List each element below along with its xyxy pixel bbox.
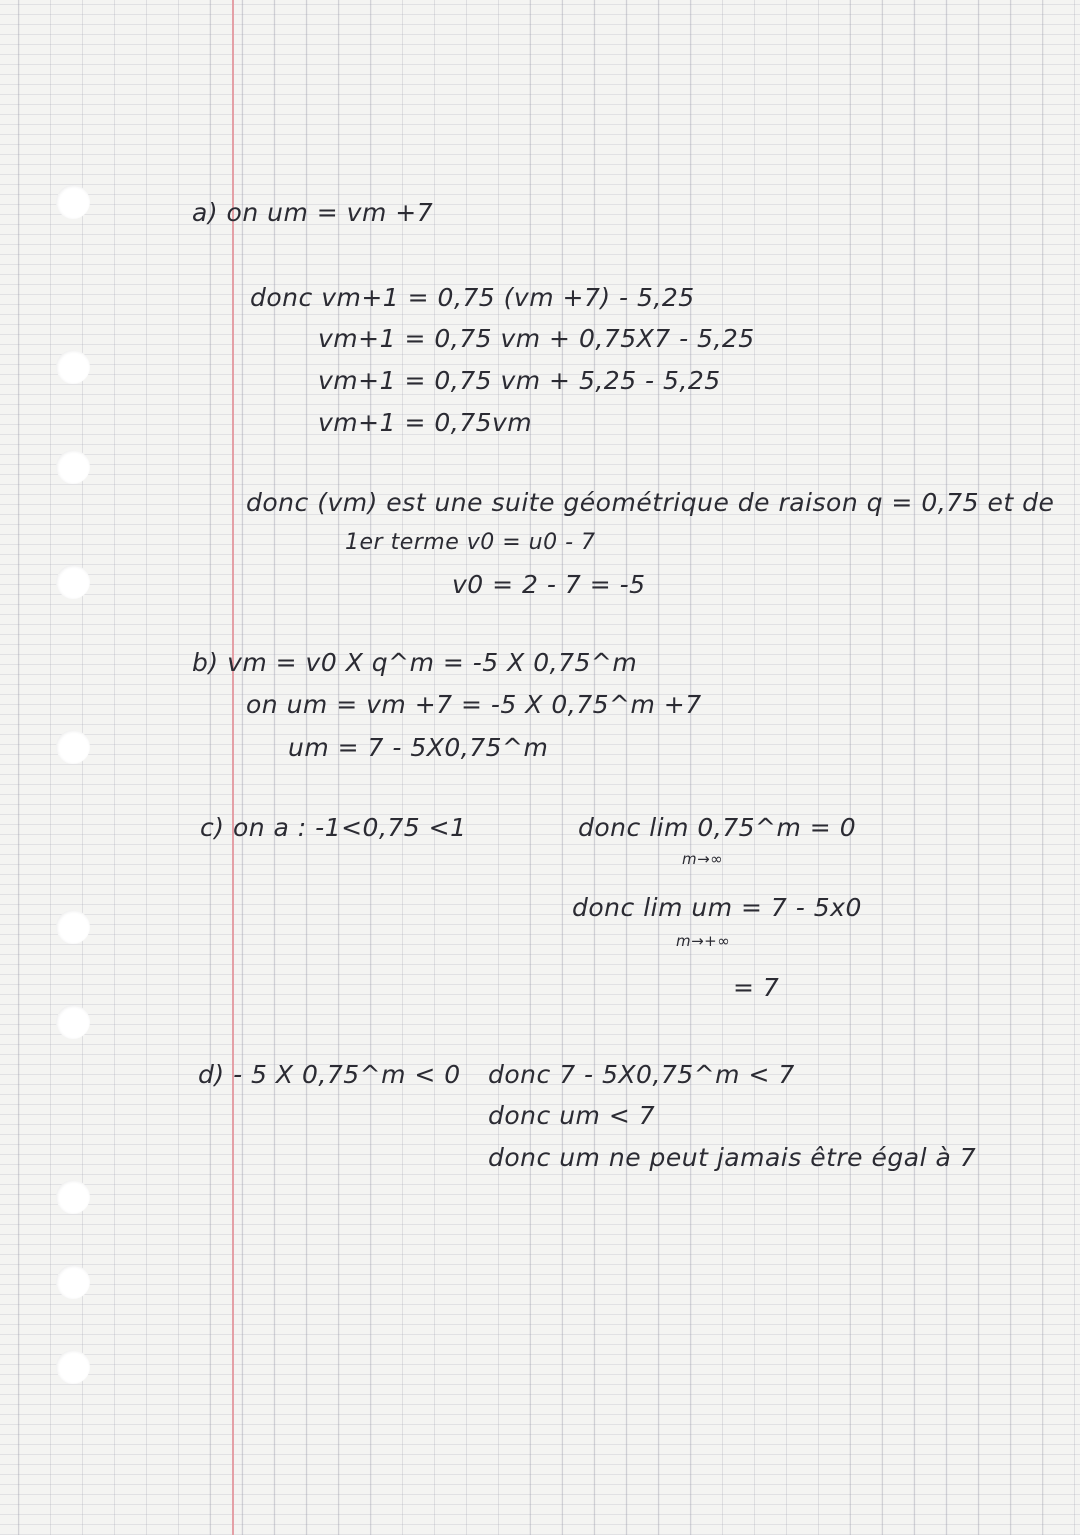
punch-hole: [56, 565, 90, 599]
line-d-step2: donc um < 7: [488, 1101, 656, 1130]
line-c-limit-sub: m→∞: [682, 850, 724, 868]
line-b-formula: b) vm = v0 X q^m = -5 X 0,75^m: [192, 648, 638, 677]
line-a-v0-value: v0 = 2 - 7 = -5: [452, 570, 646, 599]
punch-hole: [56, 1350, 90, 1384]
line-d-inequality: d) - 5 X 0,75^m < 0: [198, 1060, 461, 1089]
margin-line: [232, 0, 234, 1535]
punch-hole: [56, 450, 90, 484]
line-c-inequality: c) on a : -1<0,75 <1: [200, 813, 467, 842]
line-c-result: = 7: [733, 973, 780, 1002]
line-a-first-term: 1er terme v0 = u0 - 7: [345, 530, 596, 555]
line-d-step1: donc 7 - 5X0,75^m < 7: [488, 1060, 795, 1089]
punch-hole: [56, 185, 90, 219]
line-a-step3: vm+1 = 0,75 vm + 5,25 - 5,25: [318, 366, 721, 395]
line-a-step2: vm+1 = 0,75 vm + 0,75X7 - 5,25: [318, 324, 755, 353]
punch-hole: [56, 350, 90, 384]
line-a-step1: donc vm+1 = 0,75 (vm +7) - 5,25: [250, 283, 695, 312]
punch-hole: [56, 1005, 90, 1039]
punch-hole: [56, 730, 90, 764]
line-a-step4: vm+1 = 0,75vm: [318, 408, 533, 437]
line-a-conclusion: donc (vm) est une suite géométrique de raison q = 0,75 et de: [246, 488, 1055, 517]
line-c-lim-um-sub: m→+∞: [676, 932, 731, 950]
line-a-intro: a) on um = vm +7: [192, 198, 434, 227]
line-d-conclusion: donc um ne peut jamais être égal à 7: [488, 1143, 977, 1172]
line-b-result: um = 7 - 5X0,75^m: [288, 733, 549, 762]
line-c-lim-um: donc lim um = 7 - 5x0: [572, 893, 862, 922]
punch-hole: [56, 1180, 90, 1214]
punch-hole: [56, 1265, 90, 1299]
line-c-limit: donc lim 0,75^m = 0: [578, 813, 857, 842]
punch-hole: [56, 910, 90, 944]
line-b-um: on um = vm +7 = -5 X 0,75^m +7: [246, 690, 702, 719]
